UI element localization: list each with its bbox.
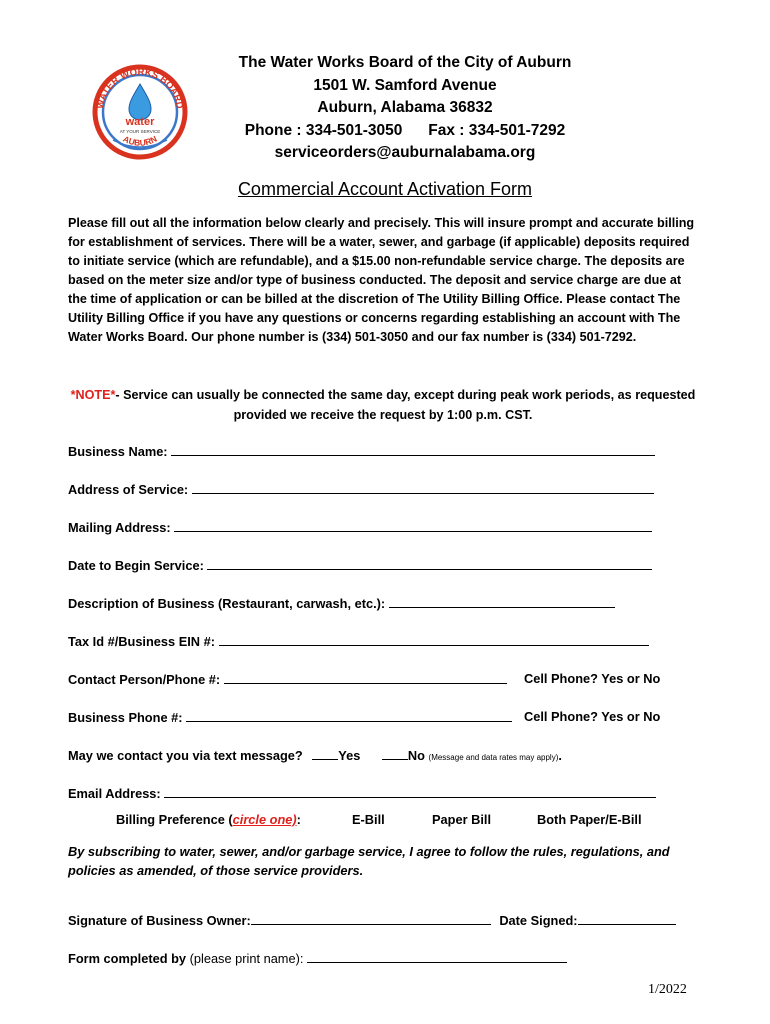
logo-top-text: WATER WORKS BOARD (95, 66, 185, 110)
date-signed-input[interactable] (578, 912, 676, 925)
tax-id-input[interactable] (219, 633, 649, 646)
text-yes-blank[interactable] (312, 747, 338, 760)
form-title: Commercial Account Activation Form (237, 179, 533, 199)
contact-cell-phone-question[interactable]: Cell Phone? Yes or No (524, 671, 661, 686)
billing-preference-label (116, 812, 301, 827)
description-row (68, 595, 615, 611)
note-label: *NOTE* (70, 388, 116, 402)
business-name-input[interactable] (171, 443, 655, 456)
header-phone-fax: Phone : 334-501-3050 Fax : 334-501-7292 (244, 121, 566, 139)
date-to-begin-input[interactable] (207, 557, 652, 570)
logo-bottom-text: AUBURN (121, 133, 159, 148)
logo-center-text: water (125, 116, 155, 128)
business-cell-phone-question[interactable]: Cell Phone? Yes or No (524, 709, 661, 724)
email-input[interactable] (164, 785, 656, 798)
contact-person-label: Contact Person/Phone #: (68, 672, 221, 687)
logo-tagline: AT YOUR SERVICE (119, 129, 161, 134)
business-phone-input[interactable] (186, 709, 512, 722)
signature-input[interactable] (251, 912, 491, 925)
completed-by-input[interactable] (307, 950, 567, 963)
business-name-label: Business Name: (68, 444, 168, 459)
business-phone-label: Business Phone #: (68, 710, 183, 725)
header-street: 1501 W. Samford Avenue (313, 76, 497, 94)
text-message-question: May we contact you via text message? (68, 748, 303, 763)
address-of-service-input[interactable] (192, 481, 654, 494)
header-city: Auburn, Alabama 36832 (317, 99, 493, 116)
email-row (68, 785, 656, 801)
text-no-blank[interactable] (382, 747, 408, 760)
business-phone-row (68, 709, 512, 725)
note-text: - Service can usually be connected the same day, except during peak work periods, as requested provided we receive the request by 1:00 p.m. CST. (115, 388, 696, 422)
email-label: Email Address: (68, 786, 161, 801)
signature-label: Signature of Business Owner: (68, 913, 251, 928)
contact-person-row (68, 671, 507, 687)
header-org: The Water Works Board of the City of Auburn (238, 54, 572, 71)
text-no-label: No (407, 748, 425, 763)
intro-paragraph: Please fill out all the information below clearly and precisely. This will insure prompt and accurate billing for establishment of services. There will be a water, sewer, and garbage (if applicable) deposits required to initiate service (which are refundable), and a $15.00 non-refundable service charge. The deposits are based on the meter size and/or type of business conducted. The deposit and service charge are due at the time of application or can be billed at the discretion of The Utility Billing Office. Please contact The Utility Billing Office if you have any questions or concerns regarding establishing an account with The Water Works Board. Our phone number is (334) 501-3050 and our fax number is (334) 501-7292. (68, 216, 695, 344)
completed-by-row (68, 950, 567, 966)
form-version: 1/2022 (648, 982, 687, 997)
description-label: Description of Business (Restaurant, carwash, etc.): (68, 596, 386, 611)
address-of-service-row (68, 481, 654, 497)
agreement-text: By subscribing to water, sewer, and/or garbage service, I agree to follow the rules, regulations, and policies as amended, of those service providers. (68, 844, 670, 878)
billing-option-paper[interactable]: Paper Bill (432, 812, 492, 827)
date-to-begin-row (68, 557, 652, 573)
mailing-address-row (68, 519, 652, 535)
address-of-service-label: Address of Service: (68, 482, 189, 497)
mailing-address-input[interactable] (174, 519, 652, 532)
billing-colon: : (296, 812, 301, 827)
date-to-begin-label: Date to Begin Service: (68, 558, 204, 573)
billing-option-both[interactable]: Both Paper/E-Bill (537, 812, 642, 827)
mailing-address-label: Mailing Address: (68, 520, 171, 535)
water-works-logo (85, 62, 195, 162)
print-name-hint: (please print name): (186, 951, 304, 966)
signature-row (68, 912, 676, 928)
description-input[interactable] (389, 595, 615, 608)
note-paragraph (68, 386, 698, 425)
billing-label-text: Billing Preference ( (116, 812, 233, 827)
circle-one-text: circle one) (232, 812, 297, 827)
tax-id-row (68, 633, 649, 649)
tax-id-label: Tax Id #/Business EIN #: (68, 634, 215, 649)
rates-note: (Message and data rates may apply) (428, 753, 559, 762)
completed-by-label: Form completed by (68, 951, 187, 966)
contact-person-input[interactable] (224, 671, 507, 684)
text-message-row: May we contact you via text message? Yes No (Message and data rates may apply). (68, 748, 562, 763)
date-signed-label: Date Signed: (499, 913, 578, 928)
billing-option-ebill[interactable]: E-Bill (352, 812, 385, 827)
text-yes-label: Yes (338, 748, 361, 763)
business-name-row (68, 443, 655, 459)
header (200, 52, 610, 165)
header-email: serviceorders@auburnalabama.org (274, 144, 536, 161)
